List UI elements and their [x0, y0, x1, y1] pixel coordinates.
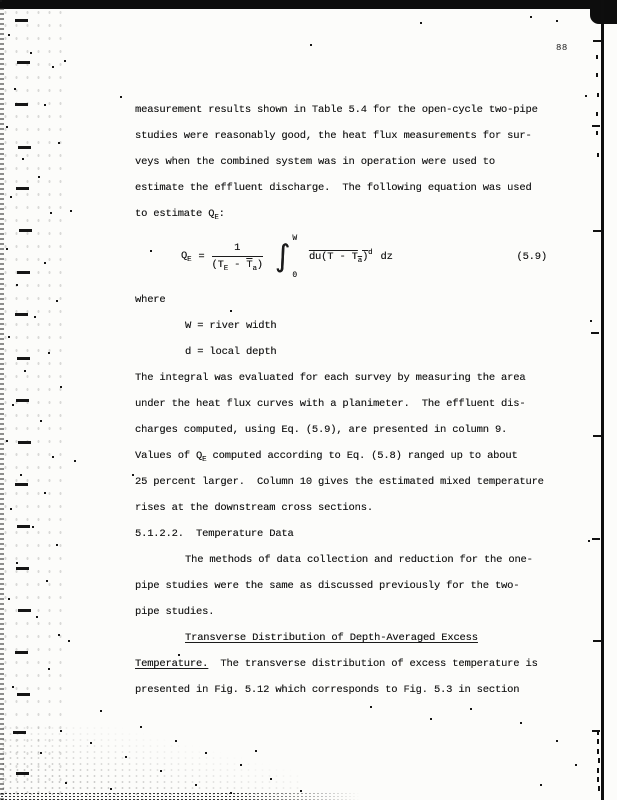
section-heading: 5.1.2.2. Temperature Data [135, 528, 294, 540]
integral-upper-limit: W [292, 234, 297, 243]
integral-sign-icon: ∫ [274, 239, 291, 274]
q-subscript-e: E [202, 456, 207, 464]
paragraph-line: estimate the effluent discharge. The following equation was used [135, 182, 532, 194]
paragraph-line: pipe studies were the same as discussed previously for the two- [135, 580, 520, 592]
paragraph-line: presented in Fig. 5.12 which corresponds to Fig. 5.3 in section [135, 684, 520, 696]
depth-superscript: d [368, 249, 373, 257]
equation-integrand: $du(T - T_a)^d$ [308, 249, 373, 265]
equals-sign: = [198, 251, 205, 263]
fraction-numerator: 1 [234, 241, 241, 254]
paragraph-line: The methods of data collection and reduction for the one- [185, 554, 533, 566]
equation-number: (5.9) [516, 251, 547, 263]
integral-lower-limit: 0 [292, 271, 297, 280]
scan-bottom-left-noise [0, 725, 300, 800]
scan-right-bottom-dashes [597, 730, 599, 735]
integral-with-limits [275, 234, 297, 280]
scan-bottom-edge-noise [0, 792, 360, 800]
scan-left-edge-strip [0, 8, 4, 800]
definition-river-width: W = river width [185, 320, 277, 332]
subsection-heading-continued: Temperature. [135, 658, 209, 670]
scan-right-dot-marks [596, 55, 598, 59]
scan-left-noise-band [0, 6, 62, 800]
equation-5-9 [135, 227, 547, 287]
scan-top-edge-bar [0, 0, 617, 9]
paragraph-line: to estimate $Q_E$: [135, 208, 225, 222]
scan-right-tick-marks [593, 40, 601, 42]
definition-local-depth: d = local depth [185, 346, 277, 358]
paragraph-line: under the heat flux curves with a planimeter. The effluent dis- [135, 398, 526, 410]
paragraph-line: pipe studies. [135, 606, 215, 618]
differential-dz: dz [380, 251, 393, 263]
paragraph-line: charges computed, using Eq. (5.9), are presented in column 9. [135, 424, 508, 436]
equation-fraction [212, 242, 263, 273]
paragraph-line: The integral was evaluated for each survey by measuring the area [135, 372, 526, 384]
t-bar-ambient: $\overline{T}$ [246, 258, 253, 271]
where-label: where [135, 294, 166, 306]
scan-speckles [0, 0, 2, 2]
fraction-denominator: $(T_E - \overline{T}_a)$ [212, 256, 263, 273]
scan-binding-line [601, 0, 604, 800]
paragraph-line: Values of $Q_E$ computed according to Eq. (5.8) ranged up to about [135, 450, 518, 464]
paragraph-line: studies were reasonably good, the heat flux measurements for sur- [135, 130, 532, 142]
paragraph-line: Temperature. The transverse distribution of excess temperature is [135, 658, 538, 670]
paragraph-line: rises at the downstream cross sections. [135, 502, 373, 514]
q-subscript-e: E [214, 214, 219, 222]
paragraph-line: 25 percent larger. Column 10 gives the estimated mixed temperature [135, 476, 544, 488]
subsection-heading: Transverse Distribution of Depth-Averaged Excess [185, 632, 478, 644]
paragraph-line: measurement results shown in Table 5.4 for the open-cycle two-pipe [135, 104, 538, 116]
equation-lhs-qe: $Q_E$ [181, 250, 192, 264]
paragraph-line: veys when the combined system was in operation were used to [135, 156, 495, 168]
text-block [135, 97, 547, 703]
page-number: 88 [556, 43, 568, 53]
